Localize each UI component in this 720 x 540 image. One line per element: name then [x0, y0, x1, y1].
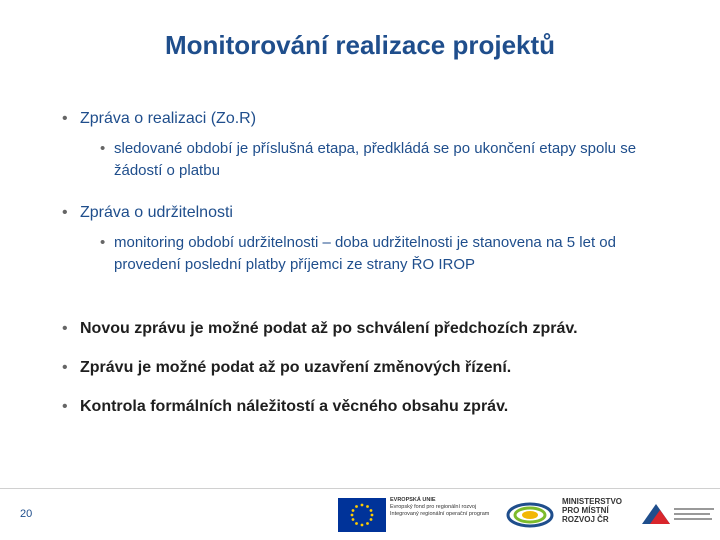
- mmr-line1: MINISTERSTVO: [562, 497, 623, 506]
- sub-bullet-report-realization: • sledované období je příslušná etapa, předkládá se po ukončení etapy spolu se žádostí o platbu: [100, 138, 684, 182]
- page-number: 20: [20, 508, 33, 520]
- mmr-line3: ROZVOJ ČR: [562, 515, 609, 524]
- mmr-text-block: [562, 497, 622, 524]
- eu-text-line1: EVROPSKÁ UNIE: [390, 497, 436, 503]
- slide-title: Monitorování realizace projektů: [164, 30, 556, 60]
- eu-text-line3: Integrovaný regionální operační program: [390, 511, 490, 517]
- bold-bullet-2: • Zprávu je možné podat až po uzavření změnových řízení.: [58, 357, 698, 379]
- bullet-report-realization: • Zpráva o realizaci (Zo.R): [58, 108, 698, 130]
- mmr-logo-icon: [505, 500, 555, 530]
- bullet-report-sustainability: • Zpráva o udržitelnosti: [58, 202, 698, 224]
- eu-text-line2: Evropský fond pro regionální rozvoj: [390, 504, 477, 510]
- eu-text-block: [390, 497, 500, 518]
- bold-bullet-1: • Novou zprávu je možné podat až po schválení předchozích zpráv.: [58, 318, 698, 340]
- bold-bullet-3: • Kontrola formálních náležitostí a věcného obsahu zpráv.: [58, 396, 698, 418]
- irop-logo-icon: [636, 498, 716, 532]
- footer-divider: [0, 488, 720, 489]
- mmr-line2: PRO MÍSTNÍ: [562, 506, 609, 515]
- eu-flag-icon: [338, 498, 386, 532]
- slide-content: [58, 108, 698, 418]
- sub-bullet-report-sustainability: • monitoring období udržitelnosti – doba udržitelnosti je stanovena na 5 let od provedení poslední platby příjemci ze strany ŘO IROP: [100, 232, 684, 276]
